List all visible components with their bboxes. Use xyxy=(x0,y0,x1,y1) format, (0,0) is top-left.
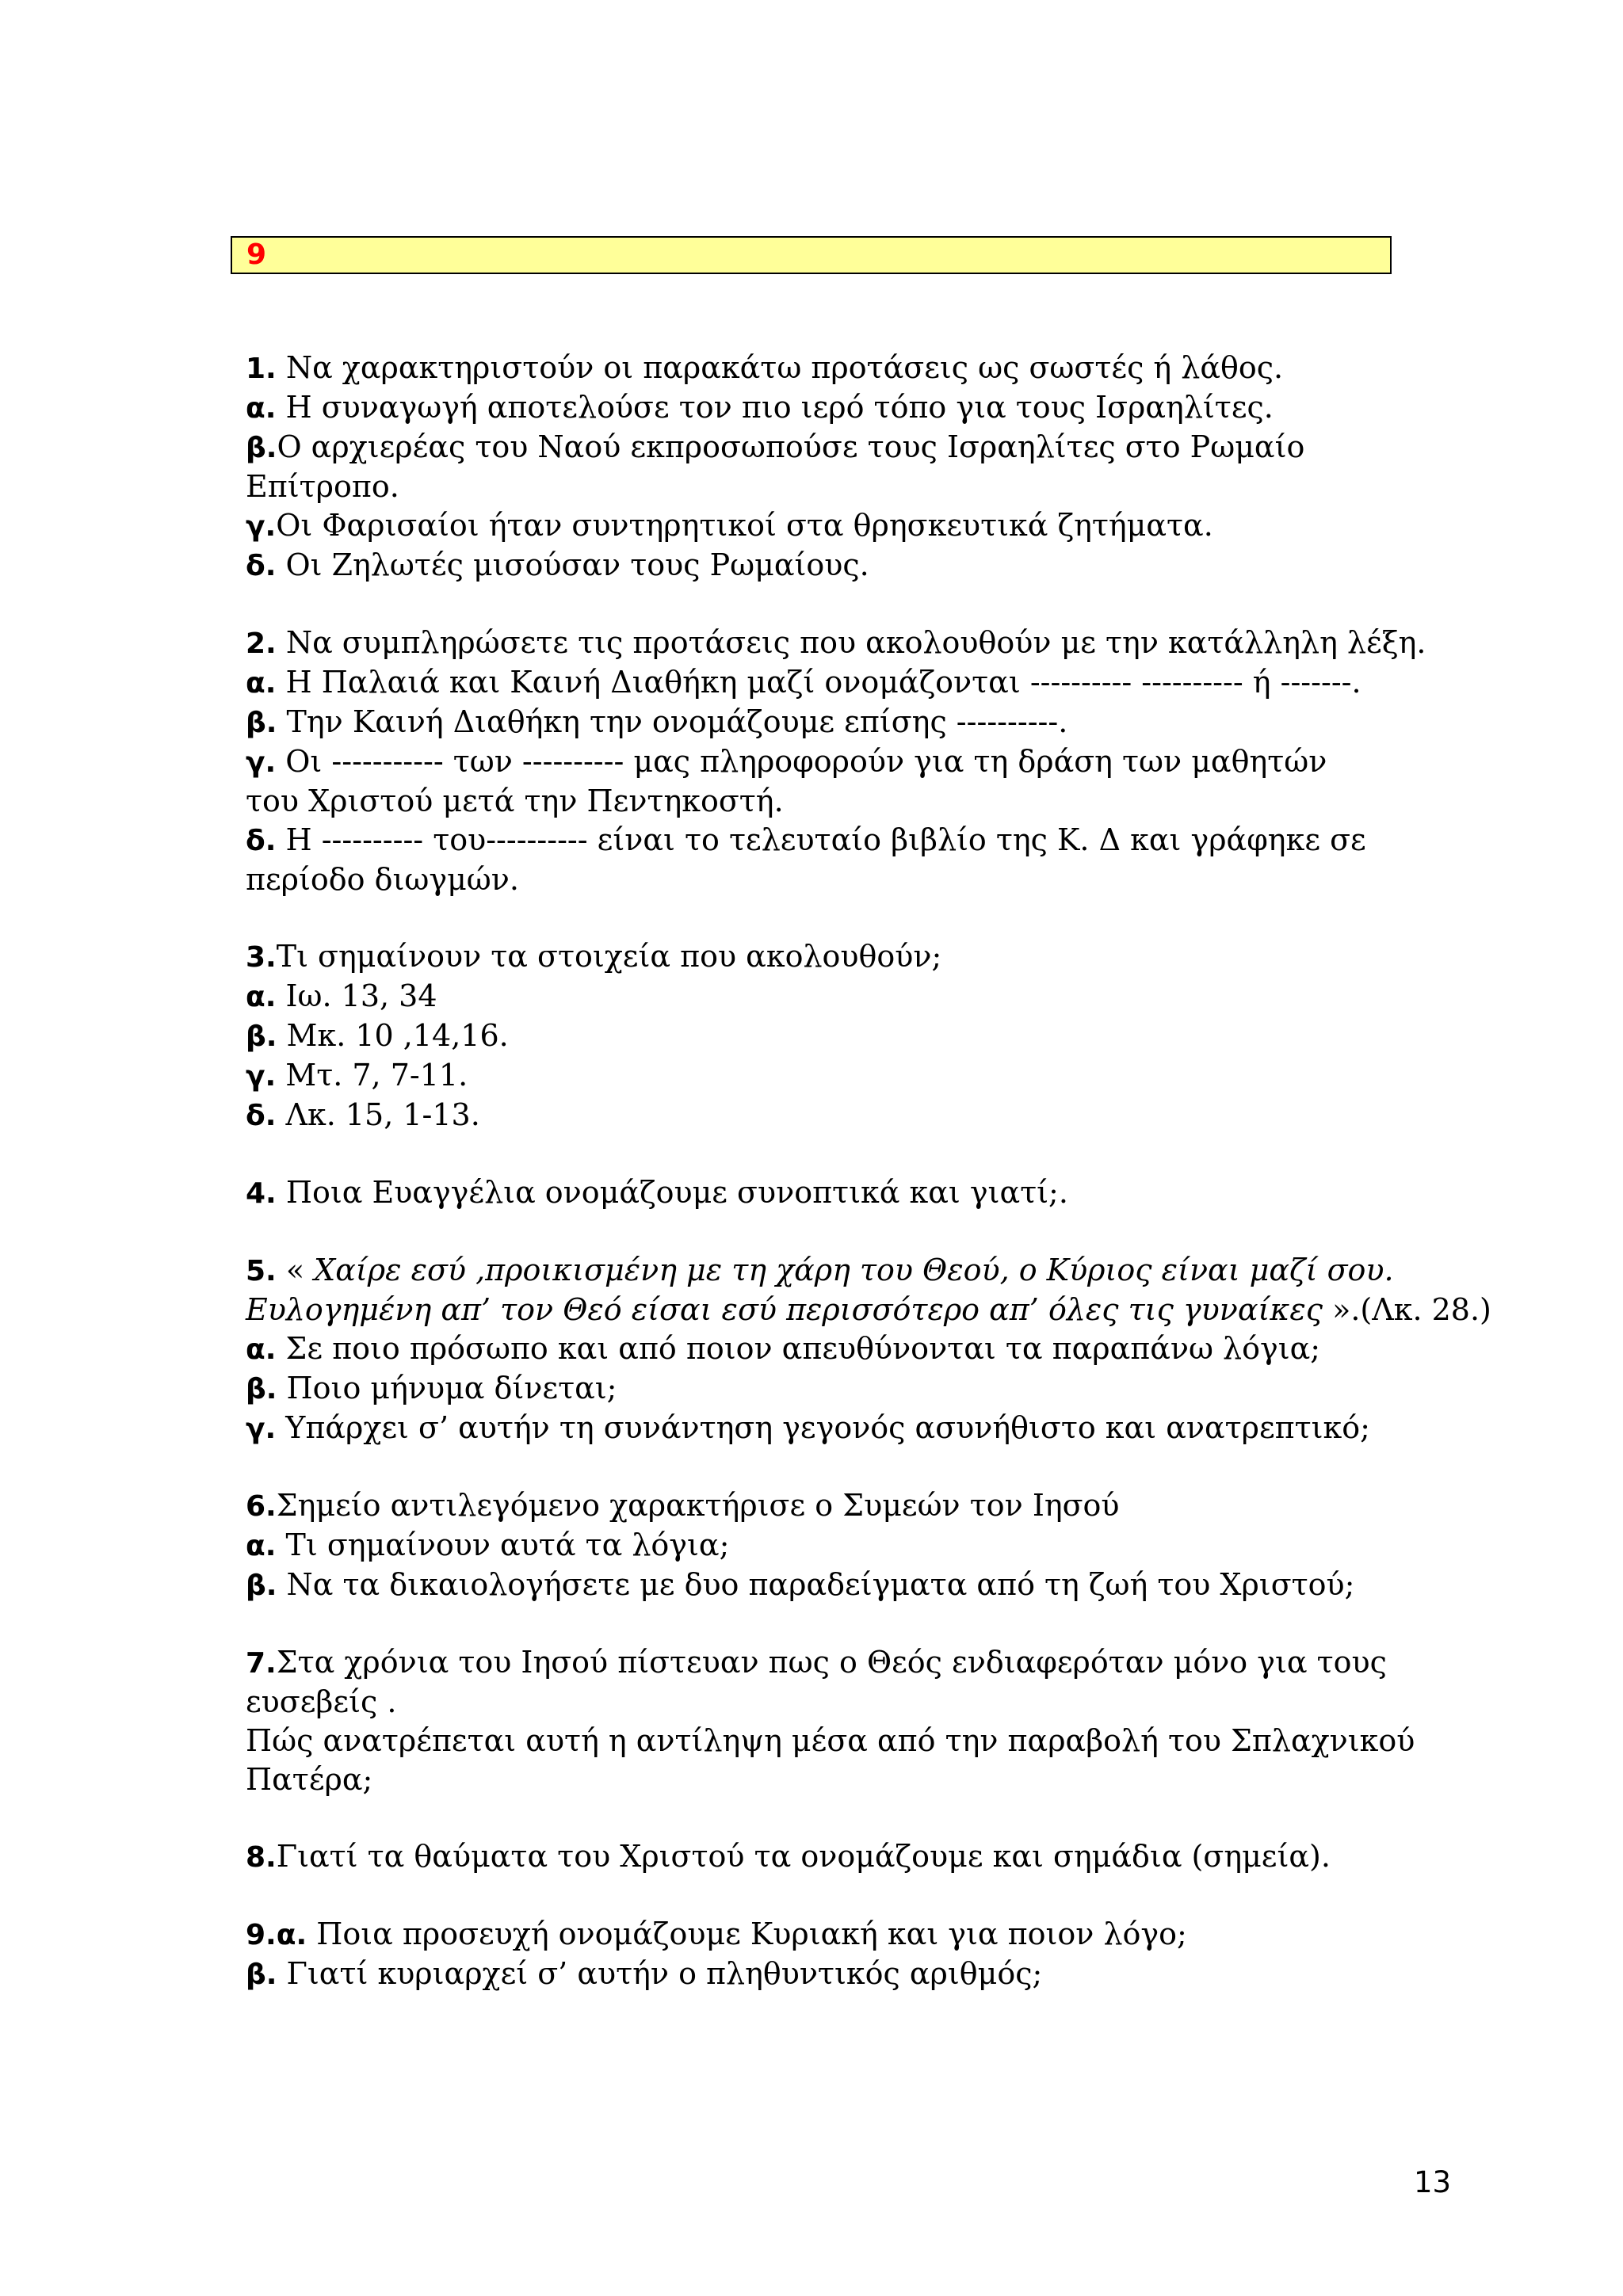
question-8 xyxy=(246,1837,1450,1877)
question-number: 5. xyxy=(246,1255,277,1287)
sub-item: γ. Υπάρχει σ’ αυτήν τη συνάντηση γεγονός ασυνήθιστο και ανατρεπτικό; xyxy=(246,1410,1370,1445)
question-text-continuation xyxy=(246,1291,1491,1329)
sub-item: δ. Η ---------- του---------- είναι το τελευταίο βιβλίο της Κ. Δ και γράφηκε σε xyxy=(246,822,1366,857)
quote: Χαίρε εσύ ,προικισμένη με τη χάρη του Θεού, ο Κύριος είναι μαζί σου. xyxy=(314,1253,1394,1287)
sub-item-label: β. xyxy=(246,707,277,739)
question-number: 2. xyxy=(246,627,277,660)
question-6 xyxy=(246,1486,1450,1605)
sub-item-label: γ. xyxy=(246,1060,277,1093)
sub-item-continuation: Επίτροπο. xyxy=(246,469,399,504)
page-number: 13 xyxy=(1414,2165,1452,2199)
question-text-continuation: Πατέρα; xyxy=(246,1762,373,1797)
sub-item-label: δ. xyxy=(246,550,277,582)
sub-item: β. Ποιο μήνυμα δίνεται; xyxy=(246,1371,617,1405)
sub-item: β. Γιατί κυριαρχεί σ’ αυτήν ο πληθυντικός αριθμός; xyxy=(246,1956,1043,1991)
question-text: 3.Τι σημαίνουν τα στοιχεία που ακολουθούν; xyxy=(246,939,942,974)
sub-item: γ. Οι ----------- των ---------- μας πληροφορούν για τη δράση των μαθητών xyxy=(246,744,1327,779)
question-number: 4. xyxy=(246,1177,277,1210)
sub-item-continuation: του Χριστού μετά την Πεντηκοστή. xyxy=(246,784,784,818)
quote-reference: ».(Λκ. 28.) xyxy=(1323,1292,1491,1327)
sub-item-label: α. xyxy=(246,392,277,425)
question-9 xyxy=(246,1915,1450,1994)
sub-item-label: δ. xyxy=(246,1100,277,1132)
question-text: 9.α. Ποια προσευχή ονομάζουμε Κυριακή και για ποιον λόγο; xyxy=(246,1917,1187,1951)
sub-item: β. Την Καινή Διαθήκη την ονομάζουμε επίσης ----------. xyxy=(246,704,1068,739)
question-text: 2. Να συμπληρώσετε τις προτάσεις που ακολουθούν με την κατάλληλη λέξη. xyxy=(246,625,1426,660)
question-number: 8. xyxy=(246,1841,277,1874)
sub-item-label: α. xyxy=(246,981,277,1013)
question-text: 8.Γιατί τα θαύματα του Χριστού τα ονομάζουμε και σημάδια (σημεία). xyxy=(246,1839,1331,1874)
question-text: 7.Στα χρόνια του Ιησού πίστευαν πως ο Θεός ενδιαφερόταν μόνο για τους xyxy=(246,1645,1387,1680)
question-number: 1. xyxy=(246,353,277,385)
section-number: 9 xyxy=(246,238,267,271)
sub-item-label: δ. xyxy=(246,825,277,857)
sub-item-continuation: περίοδο διωγμών. xyxy=(246,862,519,897)
section-header xyxy=(231,236,1392,274)
sub-item-label: γ. xyxy=(246,746,277,779)
question-text-continuation: ευσεβείς . xyxy=(246,1684,397,1719)
question-text: 1. Να χαρακτηριστούν οι παρακάτω προτάσεις ως σωστές ή λάθος. xyxy=(246,350,1284,385)
sub-item: α. Η συναγωγή αποτελούσε τον πιο ιερό τόπο για τους Ισραηλίτες. xyxy=(246,390,1274,425)
sub-item-label: γ. xyxy=(246,1413,277,1445)
question-text: 5. « Χαίρε εσύ ,προικισμένη με τη χάρη του Θεού, ο Κύριος είναι μαζί σου. xyxy=(246,1253,1394,1287)
sub-item: β. Να τα δικαιολογήσετε με δυο παραδείγματα από τη ζωή του Χριστού; xyxy=(246,1567,1355,1602)
sub-item-label: β. xyxy=(246,432,277,464)
sub-item: δ. Οι Ζηλωτές μισούσαν τους Ρωμαίους. xyxy=(246,547,869,582)
question-3 xyxy=(246,937,1450,1135)
sub-item: α. Ιω. 13, 34 xyxy=(246,978,437,1013)
sub-item: β.Ο αρχιερέας του Ναού εκπροσωπούσε τους Ισραηλίτες στο Ρωμαίο xyxy=(246,429,1305,464)
question-text-continuation: Πώς ανατρέπεται αυτή η αντίληψη μέσα από την παραβολή του Σπλαχνικού xyxy=(246,1723,1415,1758)
sub-item: α. Η Παλαιά και Καινή Διαθήκη μαζί ονομάζονται ---------- ---------- ή -------. xyxy=(246,665,1361,700)
sub-item: α. Τι σημαίνουν αυτά τα λόγια; xyxy=(246,1527,730,1562)
question-number: 6. xyxy=(246,1490,277,1523)
question-1 xyxy=(246,349,1450,585)
sub-item: γ.Οι Φαρισαίοι ήταν συντηρητικοί στα θρησκευτικά ζητήματα. xyxy=(246,508,1213,543)
quote: Ευλογημένη απ’ τον Θεό είσαι εσύ περισσότερο απ’ όλες τις γυναίκες xyxy=(246,1292,1323,1327)
question-5 xyxy=(246,1251,1491,1448)
sub-item-label: β. xyxy=(246,1020,277,1053)
question-4 xyxy=(246,1173,1450,1213)
sub-item-label: α. xyxy=(246,1333,277,1366)
questions xyxy=(246,349,1491,1994)
sub-item-label: α. xyxy=(246,667,277,700)
question-text: 4. Ποια Ευαγγέλια ονομάζουμε συνοπτικά και γιατί;. xyxy=(246,1175,1068,1210)
question-number: 3. xyxy=(246,941,277,974)
question-number: 7. xyxy=(246,1647,277,1680)
sub-item-label: β. xyxy=(246,1958,277,1991)
sub-item-label: γ. xyxy=(246,510,277,543)
sub-item: β. Μκ. 10 ,14,16. xyxy=(246,1018,509,1053)
question-number: 9.α. xyxy=(246,1919,307,1951)
sub-item-label: α. xyxy=(246,1530,277,1562)
question-text: 6.Σημείο αντιλεγόμενο χαρακτήρισε ο Συμεών τον Ιησού xyxy=(246,1488,1120,1523)
question-7 xyxy=(246,1643,1450,1799)
sub-item: δ. Λκ. 15, 1-13. xyxy=(246,1097,480,1132)
sub-item: γ. Μτ. 7, 7-11. xyxy=(246,1058,468,1093)
sub-item: α. Σε ποιο πρόσωπο και από ποιον απευθύνονται τα παραπάνω λόγια; xyxy=(246,1331,1321,1366)
question-2 xyxy=(246,624,1450,899)
sub-item-label: β. xyxy=(246,1373,277,1405)
sub-item-label: β. xyxy=(246,1569,277,1602)
